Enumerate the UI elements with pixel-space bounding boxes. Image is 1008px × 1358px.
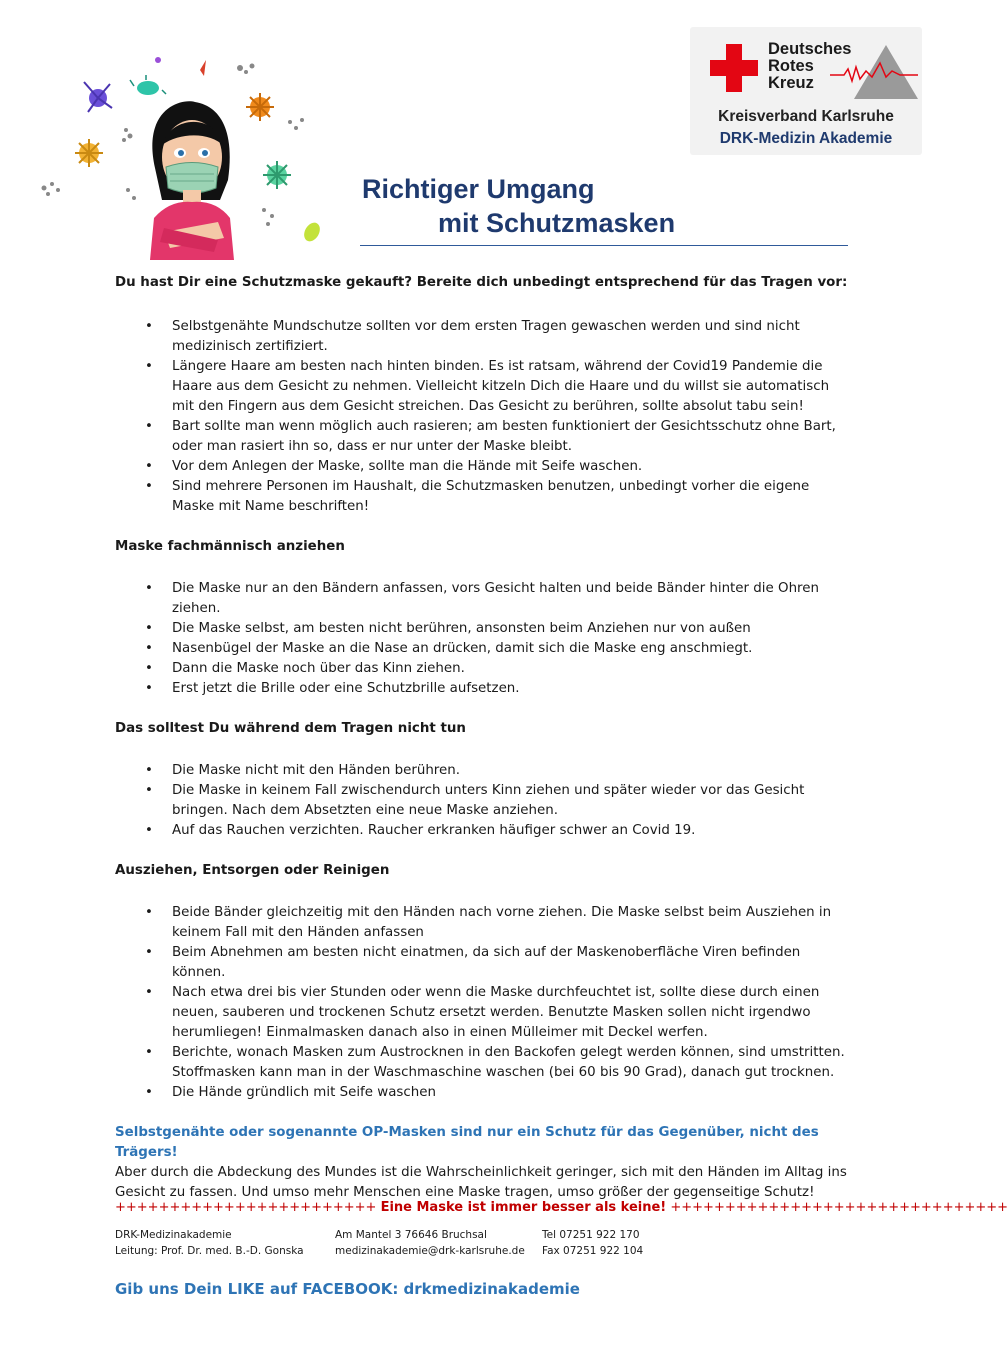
slogan-banner: ++++++++++++++++++++++++ Eine Maske ist immer besser als keine! +++++++++++++++++++++++++++++++ bbox=[115, 1200, 1008, 1215]
virus-icon bbox=[301, 220, 323, 244]
page-title-line1: Richtiger Umgang bbox=[362, 174, 595, 204]
list-item: • Vor dem Anlegen der Maske, sollte man die Hände mit Seife waschen. bbox=[115, 457, 850, 477]
closing-text: Aber durch die Abdeckung des Mundes ist die Wahrscheinlichkeit geringer, sich mit den Händen im Alltag ins Gesicht zu fassen. Und umso mehr Menschen eine Maske tragen, umso größer der gegenseitige Schutz! bbox=[115, 1165, 847, 1200]
bullet-icon: • bbox=[145, 641, 153, 656]
page-title-line2: mit Schutzmasken bbox=[438, 208, 676, 238]
section-heading-anziehen: Maske fachmännisch anziehen bbox=[115, 539, 345, 554]
bullet-icon: • bbox=[145, 945, 153, 960]
bullet-icon: • bbox=[145, 419, 153, 434]
list-item: • Die Maske in keinem Fall zwischendurch unters Kinn ziehen und später wieder vor das Gesicht bringen. Nach dem Absetzten eine neue Maske anziehen. bbox=[145, 783, 805, 818]
tragen-list bbox=[115, 761, 850, 841]
drk-logo bbox=[690, 27, 922, 155]
list-item: • Längere Haare am besten nach hinten binden. Es ist ratsam, während der Covid19 Pandemie die Haare aus dem Gesicht zu nehmen. Vielleicht kitzeln Dich die Haare und du willst sie automatisch mit den Fingern aus dem Gesicht streichen. Das Gesicht zu berühren, sollte absolut tabu sein! bbox=[145, 359, 830, 414]
closing-highlight: Selbstgenähte oder sogenannte OP-Masken sind nur ein Schutz für das Gegenüber, nicht des Trägers! bbox=[115, 1125, 819, 1160]
bullet-icon: • bbox=[145, 1045, 153, 1060]
bullet-icon: • bbox=[145, 783, 153, 798]
bullet-icon: • bbox=[145, 1085, 153, 1100]
bullet-icon: • bbox=[145, 581, 153, 596]
bullet-icon: • bbox=[145, 459, 153, 474]
list-item: • Auf das Rauchen verzichten. Raucher erkranken häufiger schwer an Covid 19. bbox=[115, 821, 850, 841]
virus-icon bbox=[84, 82, 112, 112]
girl-figure bbox=[150, 101, 234, 260]
bullet-icon: • bbox=[145, 319, 153, 334]
virus-icon bbox=[200, 60, 206, 76]
bullet-icon: • bbox=[145, 823, 153, 838]
bullet-icon: • bbox=[145, 905, 153, 920]
bullet-icon: • bbox=[145, 985, 153, 1000]
logo-org-name: Deutsches Rotes Kreuz bbox=[768, 40, 852, 92]
document-body bbox=[115, 273, 850, 1203]
footer-organization: DRK-Medizinakademie Leitung: Prof. Dr. med. B.-D. Gonska bbox=[115, 1229, 304, 1257]
bullet-icon: • bbox=[145, 621, 153, 636]
ausziehen-list bbox=[115, 903, 850, 1103]
footer-email-link[interactable]: medizinakademie@drk-karlsruhe.de bbox=[335, 1244, 525, 1257]
logo-kreisverband: Kreisverband Karlsruhe bbox=[718, 108, 894, 125]
list-item: • Die Maske selbst, am besten nicht berühren, ansonsten beim Anziehen nur von außen bbox=[115, 619, 850, 639]
footer-address: Am Mantel 3 76646 Bruchsal medizinakademie@drk-karlsruhe.de bbox=[335, 1228, 525, 1259]
masked-girl-with-viruses-icon bbox=[30, 50, 330, 260]
virus-icon bbox=[130, 75, 166, 95]
intro-heading: Du hast Dir eine Schutzmaske gekauft? Bereite dich unbedingt entsprechend für das Tragen vor: bbox=[115, 275, 848, 290]
slogan-text: Eine Maske ist immer besser als keine! bbox=[380, 1200, 667, 1215]
bullet-icon: • bbox=[145, 661, 153, 676]
list-item: • Dann die Maske noch über das Kinn ziehen. bbox=[115, 659, 850, 679]
list-item: • Die Maske nicht mit den Händen berühren. bbox=[115, 761, 850, 781]
list-item: • Erst jetzt die Brille oder eine Schutzbrille aufsetzen. bbox=[115, 679, 850, 699]
bullet-icon: • bbox=[145, 681, 153, 696]
closing-paragraph bbox=[115, 1123, 850, 1203]
section-heading-tragen: Das solltest Du während dem Tragen nicht tun bbox=[115, 721, 466, 736]
list-item: • Nasenbügel der Maske an die Nase an drücken, damit sich die Maske eng anschmiegt. bbox=[115, 639, 850, 659]
footer-phone-fax: Tel 07251 922 170 Fax 07251 922 104 bbox=[542, 1229, 644, 1257]
list-item: • Beim Abnehmen am besten nicht einatmen, da sich auf der Maskenoberfläche Viren befinden können. bbox=[145, 945, 801, 980]
facebook-cta[interactable]: Gib uns Dein LIKE auf FACEBOOK: drkmedizinakademie bbox=[115, 1280, 580, 1298]
list-item: • Nach etwa drei bis vier Stunden oder wenn die Maske durchfeuchtet ist, sollte diese durch einen neuen, sauberen und trockenen Schutz ersetzt werden. Benutzte Masken sollen nicht irgendwo herumliegen! Einmalmasken danach also in einen Mülleimer mit Deckel werfen. bbox=[145, 985, 820, 1040]
virus-icon bbox=[75, 139, 103, 167]
title-underline bbox=[360, 245, 848, 246]
mountain-heartbeat-icon bbox=[830, 41, 918, 99]
logo-academy: DRK-Medizin Akademie bbox=[719, 130, 893, 147]
red-cross-icon bbox=[710, 44, 758, 92]
virus-icon bbox=[155, 57, 161, 63]
bullet-icon: • bbox=[145, 479, 153, 494]
list-item: • Bart sollte man wenn möglich auch rasieren; am besten funktioniert der Gesichtsschutz ohne Bart, oder man rasiert ihn so, dass er nur unter der Maske bleibt. bbox=[145, 419, 836, 454]
virus-icon bbox=[246, 93, 274, 121]
bullet-icon: • bbox=[145, 359, 153, 374]
list-item: • Berichte, wonach Masken zum Austrocknen in den Backofen gelegt werden können, sind umstritten. Stoffmasken kann man in der Waschmaschine waschen (bei 60 bis 90 Grad), danach gut trocknen. bbox=[145, 1045, 845, 1080]
list-item: • Selbstgenähte Mundschutze sollten vor dem ersten Tragen gewaschen werden und sind nicht medizinisch zertifiziert. bbox=[145, 319, 800, 354]
list-item: • Sind mehrere Personen im Haushalt, die Schutzmasken benutzen, unbedingt vorher die eigene Maske mit Name beschriften! bbox=[145, 479, 810, 514]
list-item: • Beide Bänder gleichzeitig mit den Händen nach vorne ziehen. Die Maske selbst beim Ausziehen in keinem Fall mit den Händen anfassen bbox=[145, 905, 832, 940]
section-heading-ausziehen: Ausziehen, Entsorgen oder Reinigen bbox=[115, 863, 390, 878]
anziehen-list bbox=[115, 579, 850, 699]
list-item: • Die Hände gründlich mit Seife waschen bbox=[115, 1083, 850, 1103]
intro-list bbox=[115, 317, 850, 517]
virus-icon bbox=[263, 161, 291, 189]
bullet-icon: • bbox=[145, 763, 153, 778]
list-item: • Die Maske nur an den Bändern anfassen, vors Gesicht halten und beide Bänder hinter die Ohren ziehen. bbox=[145, 581, 819, 616]
